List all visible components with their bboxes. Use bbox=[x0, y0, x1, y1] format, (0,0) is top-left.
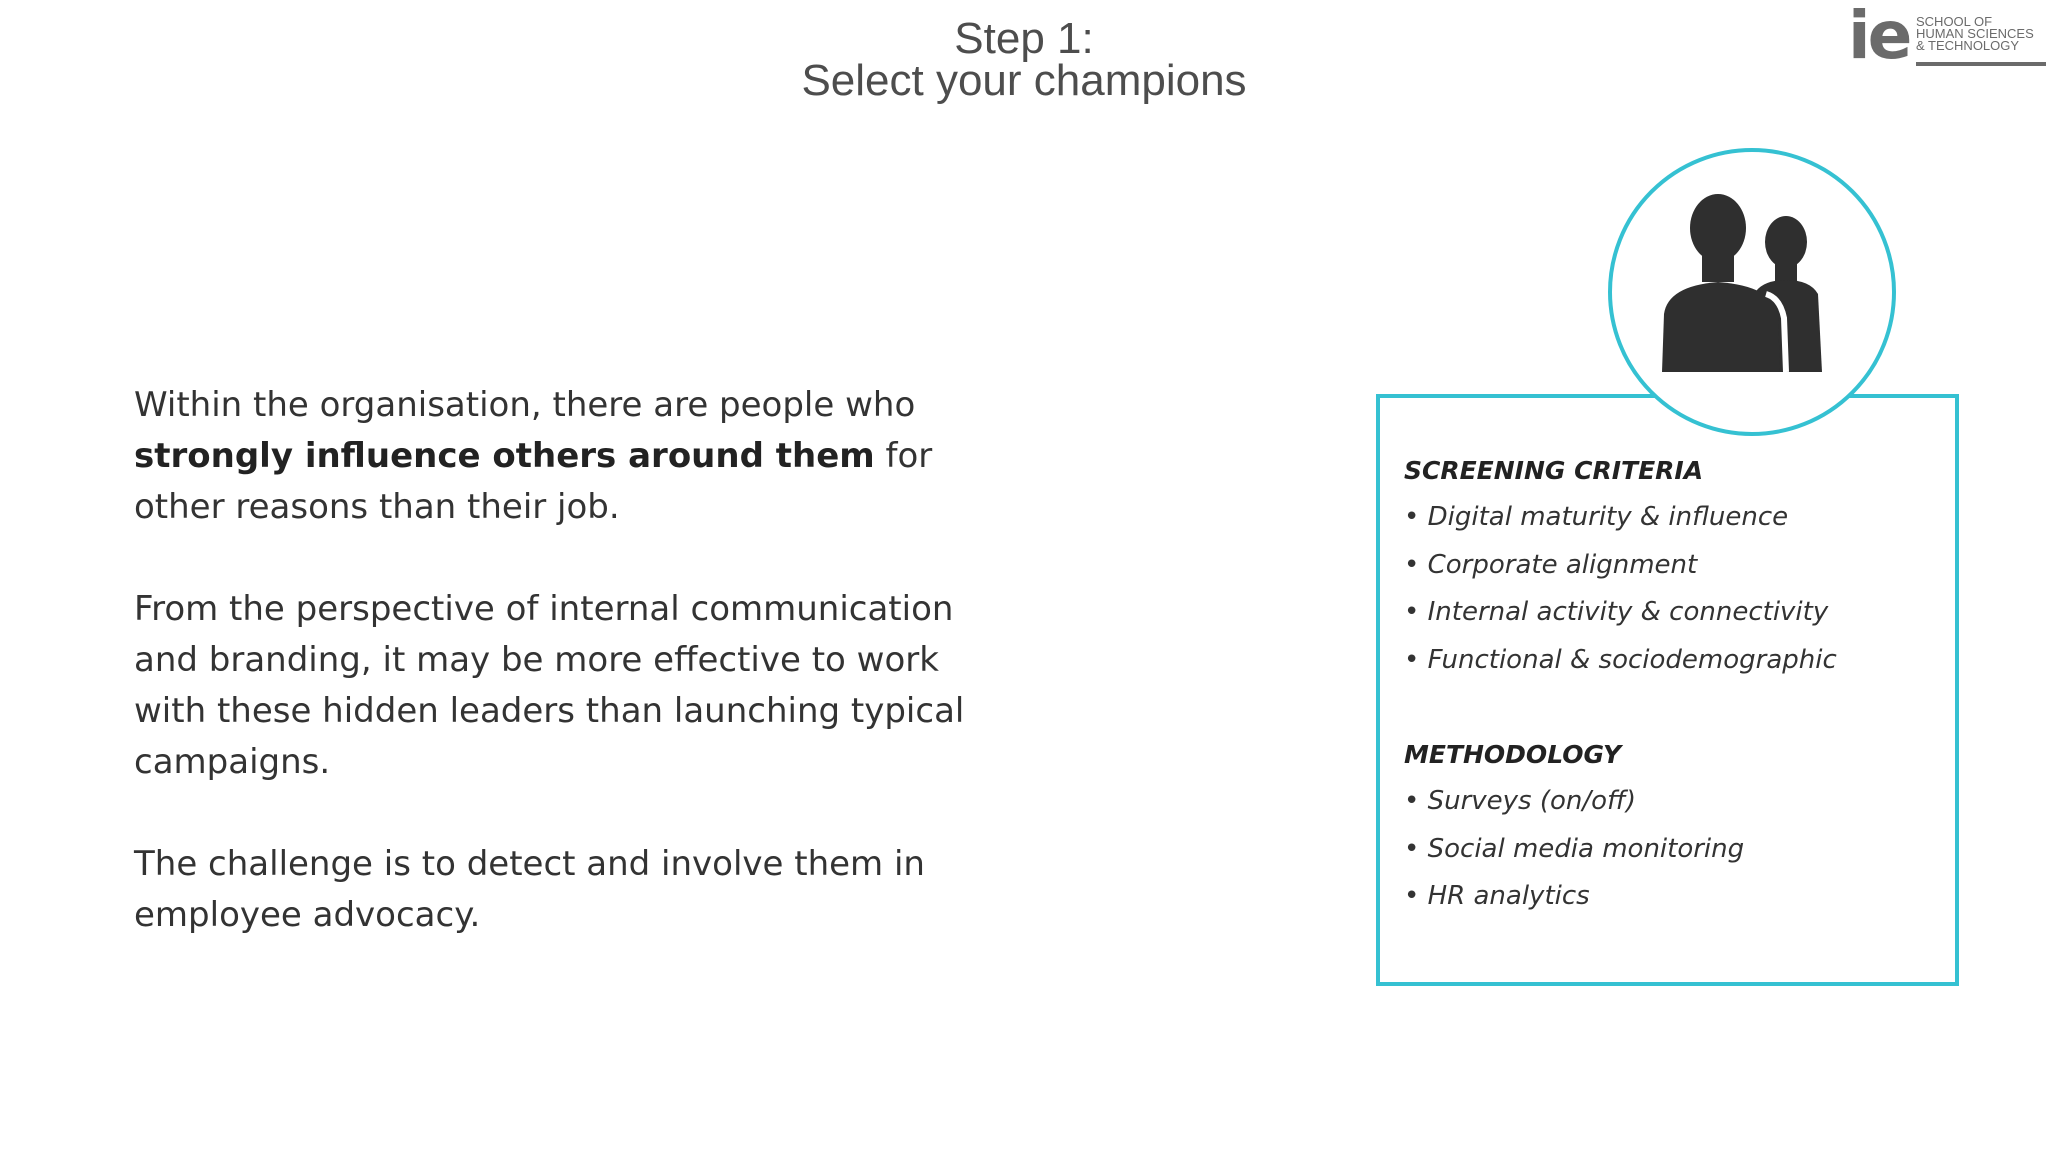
body-text bbox=[134, 380, 1014, 992]
screening-criteria-list bbox=[1404, 494, 1944, 684]
people-icon-circle bbox=[1608, 148, 1896, 436]
logo-text-line-2: HUMAN SCIENCES bbox=[1916, 26, 2034, 41]
title-line-2: Select your champions bbox=[801, 56, 1247, 105]
screening-item: • Corporate alignment bbox=[1404, 542, 1944, 590]
title-line-1: Step 1: bbox=[954, 14, 1094, 63]
paragraph-challenge: The challenge is to detect and involve them in employee advocacy. bbox=[134, 844, 925, 935]
criteria-content bbox=[1404, 448, 1944, 921]
paragraph-1-end: for other reasons than their job. bbox=[134, 436, 933, 527]
methodology-item: • Social media monitoring bbox=[1404, 826, 1944, 874]
methodology-heading: METHODOLOGY bbox=[1404, 740, 1622, 769]
logo-text-line-1: SCHOOL OF bbox=[1916, 14, 1993, 29]
ie-logo bbox=[1848, 0, 2048, 74]
paragraph-1-start: Within the organisation, there are people who bbox=[134, 385, 916, 425]
paragraph-1-bold: strongly influence others around them bbox=[134, 436, 875, 476]
logo-text bbox=[1916, 16, 2034, 52]
methodology-list bbox=[1404, 778, 1944, 921]
screening-item: • Functional & sociodemographic bbox=[1404, 637, 1944, 685]
section-spacer bbox=[1404, 684, 1944, 732]
paragraph-communication: From the perspective of internal communication and branding, it may be more effective to work with these hidden leaders than launching typical campaigns. bbox=[134, 589, 965, 782]
logo-mark: ie bbox=[1848, 0, 1910, 74]
methodology-item: • HR analytics bbox=[1404, 873, 1944, 921]
screening-item: • Internal activity & connectivity bbox=[1404, 589, 1944, 637]
people-icon bbox=[1662, 194, 1842, 374]
logo-underline bbox=[1916, 62, 2046, 66]
methodology-item: • Surveys (on/off) bbox=[1404, 778, 1944, 826]
screening-criteria-heading: SCREENING CRITERIA bbox=[1404, 456, 1704, 485]
screening-item: • Digital maturity & influence bbox=[1404, 494, 1944, 542]
paragraph-influencers bbox=[134, 380, 1014, 533]
logo-text-line-3: & TECHNOLOGY bbox=[1916, 38, 2020, 53]
slide-title bbox=[0, 14, 2048, 105]
